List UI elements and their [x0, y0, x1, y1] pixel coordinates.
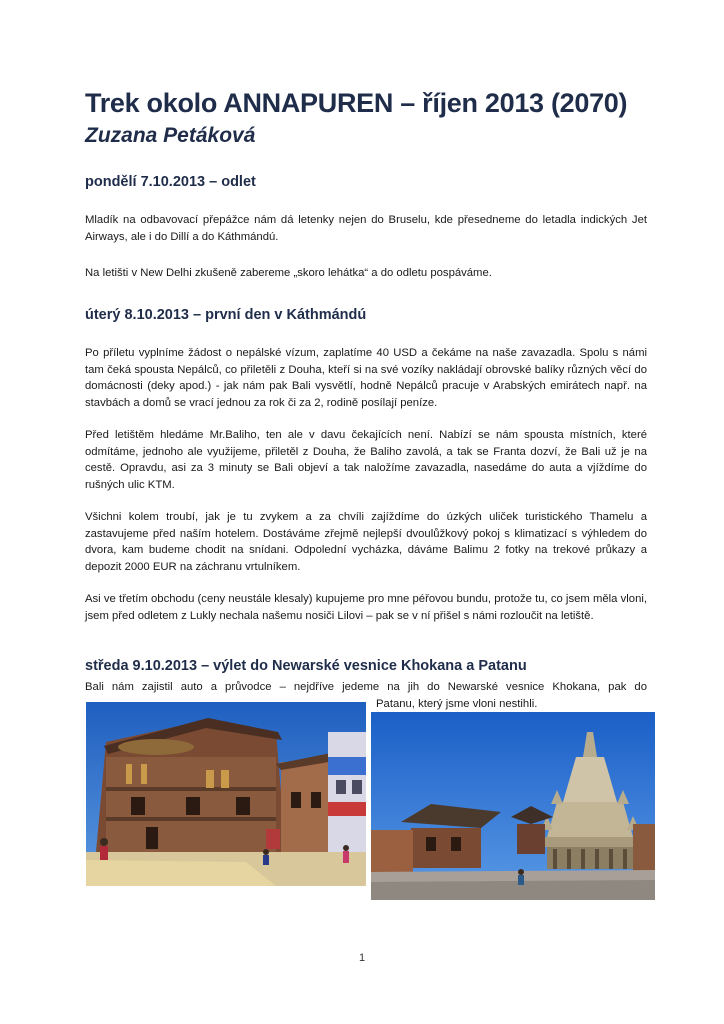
patan-temple-illustration: [371, 712, 655, 900]
section-heading-wednesday: středa 9.10.2013 – výlet do Newarské vesnice Khokana a Patanu: [85, 658, 527, 674]
paragraph: Mladík na odbavovací přepážce nám dá letenky nejen do Bruselu, kde přesedneme do letadla indických Jet Airways, ale i do Dillí a do Káthmándú.: [85, 214, 647, 243]
paragraph: Asi ve třetím obchodu (ceny neustále klesaly) kupujeme pro mne péřovou bundu, protože tu, co jsem měla vloni, jsem před odletem z Lukly nechala našemu nosiči Lilovi – pak se v ní přišel s námi rozloučit na letiště.: [85, 593, 647, 622]
paragraph: Patanu, který jsme vloni nestihli.: [376, 698, 538, 710]
khokana-village-illustration: [86, 702, 366, 886]
section-heading-monday: pondělí 7.10.2013 – odlet: [85, 174, 256, 190]
paragraph: Všichni kolem troubí, jak je tu zvykem a za chvíli zajíždíme do úzkých uliček turistického Thamelu a zastavujeme před naším hotelem. Dostáváme zřejmě nejlepší dvoulůžkový pokoj s klimatizací s výhledem do dvora, kam budeme chodit na snídani. Odpolední vycházka, dáváme Balimu 2 fotky na trekové průkazy a depozit 2000 EUR na záchranu vrtulníkem.: [85, 511, 647, 573]
paragraph: Před letištěm hledáme Mr.Baliho, ten ale v davu čekajících není. Nabízí se nám spousta místních, které odmítáme, jednoho ale využijeme, přiletěl z Douha, že Baliho zavolá, a tak se Franta dozví, že Bali už je na cestě. Opravdu, asi za 3 minuty se Bali objeví a tak naložíme zavazadla, nasedáme do auta a vjíždíme do rušných ulic KTM.: [85, 429, 647, 491]
page-number: 1: [358, 952, 366, 964]
paragraph: Po příletu vyplníme žádost o nepálské vízum, zaplatíme 40 USD a čekáme na naše zavazadla. Spolu s námi tam čeká spousta Nepálců, co přiletěli z Douha, kteří si na své vozíky nakládají obrovské balíky různých věcí do domácnosti (deky apod.) - jak nám pak Bali vysvětlí, hodně Nepálců pracuje v Arabských emirátech např. na stavbách a domů se vrací jednou za rok či za 2, rodině posílají peníze.: [85, 347, 647, 409]
author-name: Zuzana Petáková: [85, 124, 256, 147]
photo-patan-temple: [371, 712, 655, 900]
paragraph: Bali nám zajistil auto a průvodce – nejdříve jedeme na jih do Newarské vesnice Khokana, pak do: [85, 681, 647, 693]
paragraph: Na letišti v New Delhi zkušeně zabereme „skoro lehátka“ a do odletu pospáváme.: [85, 267, 492, 279]
section-heading-tuesday: úterý 8.10.2013 – první den v Káthmándú: [85, 307, 367, 323]
document-title: Trek okolo ANNAPUREN – říjen 2013 (2070): [85, 88, 628, 118]
photo-khokana-village: [86, 702, 366, 886]
